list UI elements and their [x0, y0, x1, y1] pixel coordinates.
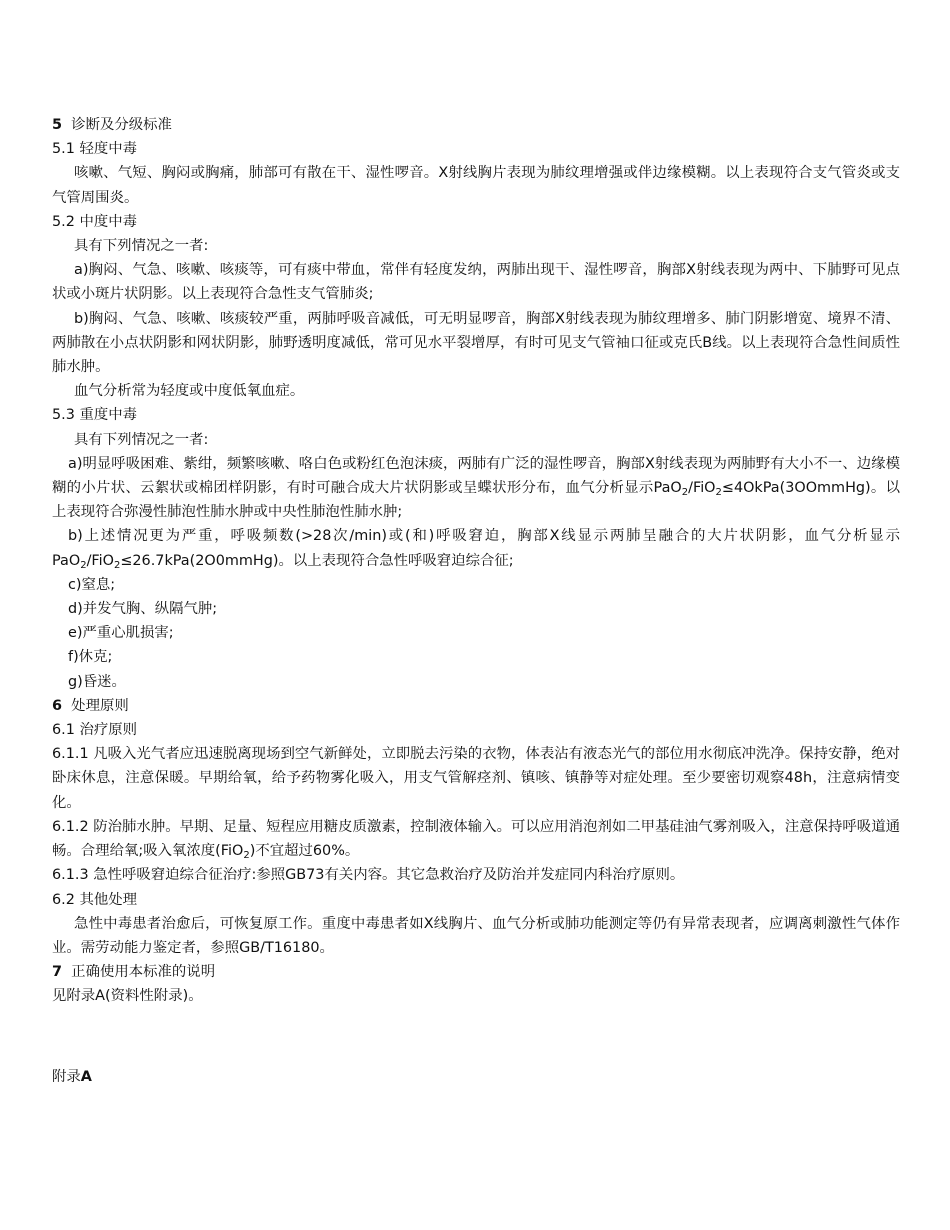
section-5-1-text: 咳嗽、气短、胸闷或胸痛，肺部可有散在干、湿性啰音。X射线胸片表现为肺纹理增强或伴边缘模糊。以上表现符合支气管炎或支气管周围炎。 [52, 165, 900, 206]
section-5-3-item-d: d)并发气胸、纵隔气肿; [68, 601, 218, 618]
section-7-text: 见附录A(资料性附录)。 [52, 988, 203, 1005]
section-6-2-heading: 6.2 其他处理 [52, 891, 138, 908]
section-number: 6 [52, 697, 63, 714]
section-5-2-item-a: a)胸闷、气急、咳嗽、咳痰等，可有痰中带血，常伴有轻度发纳，两肺出现干、湿性啰音，胸部X射线表现为两中、下肺野可见点状或小斑片状阴影。以上表现符合急性支气管肺炎; [52, 262, 900, 303]
section-5-3-item-f: f)休克; [68, 649, 113, 666]
section-5-3-heading: 5.3 重度中毒 [52, 407, 138, 424]
section-title: 正确使用本标准的说明 [71, 964, 216, 981]
item-a-text-cont: ≤4OkPa(3OOmmHg)。以上表现符合弥漫性肺泡性肺水肿或中央性肺泡性肺水肿; [52, 480, 900, 521]
section-title: 诊断及分级标准 [71, 117, 172, 133]
subscript: 2 [715, 487, 722, 499]
section-5-2-heading: 5.2 中度中毒 [52, 213, 138, 230]
section-number: 7 [52, 964, 63, 981]
appendix-heading [52, 1065, 92, 1089]
section-6-heading [52, 694, 900, 718]
section-5-3-item-a [52, 452, 900, 525]
section-5-3-item-c: c)窒息; [68, 576, 116, 593]
item-b-text-cont: ≤26.7kPa(2O0mmHg)。以上表现符合急性呼吸窘迫综合征; [120, 552, 514, 569]
section-6-1-2 [52, 815, 900, 863]
section-6-1-1: 6.1.1 凡吸入光气者应迅速脱离现场到空气新鲜处，立即脱去污染的衣物，体表沾有液态光气的部位用水彻底冲洗净。保持安静，绝对卧床休息，注意保暖。早期给氧，给予药物雾化吸入，用支气管解痉剂、镇咳、镇静等对症处理。至少要密切观察48h，注意病情变化。 [52, 746, 900, 811]
item-a-text: a)明显呼吸困难、紫绀，频繁咳嗽、咯白色或粉红色泡沫痰，两肺有广泛的湿性啰音，胸部X射线表现为两肺野有大小不一、边缘模糊的小片状、云絮状或棉团样阴影，有时可融合成大片状阴影或呈蝶状形分布，血气分析显示PaO [52, 455, 900, 497]
appendix-letter: A [80, 1069, 92, 1085]
item-b-text: b)上述情况更为严重，呼吸频数(>28次/min)或(和)呼吸窘迫，胸部X线显示两肺呈融合的大片状阴影，血气分析显示PaO [52, 528, 900, 569]
section-5-1-heading: 5.1 轻度中毒 [52, 141, 138, 158]
section-5-2-intro: 具有下列情况之一者: [74, 238, 209, 255]
section-6-1-2-text: 6.1.2 防治肺水肿。早期、足量、短程应用糖皮质激素，控制液体输入。可以应用消泡剂如二甲基硅油气雾剂吸入，注意保持呼吸道通畅。合理给氧;吸入氧浓度(FiO [52, 818, 900, 860]
section-5-3-item-e: e)严重心肌损害; [68, 625, 174, 642]
fio-label: /FiO [688, 480, 716, 497]
subscript: 2 [80, 559, 87, 571]
section-title: 处理原则 [71, 697, 129, 714]
section-7-heading [52, 960, 900, 984]
section-5-heading [52, 113, 900, 137]
section-number: 5 [52, 117, 63, 133]
fio-label: /FiO [86, 552, 114, 569]
section-6-1-heading: 6.1 治疗原则 [52, 722, 138, 739]
subscript: 2 [113, 559, 121, 571]
section-5-3-item-b [52, 524, 900, 572]
section-6-2-text: 急性中毒患者治愈后，可恢复原工作。重度中毒患者如X线胸片、血气分析或肺功能测定等仍有异常表现者，应调离刺激性气体作业。需劳动能力鉴定者，参照GB/T16180。 [52, 915, 900, 956]
section-6-1-2-text-cont: )不宜超过60%。 [249, 843, 360, 860]
section-5-2-item-b: b)胸闷、气急、咳嗽、咳痰较严重，两肺呼吸音减低，可无明显啰音，胸部X射线表现为肺纹理增多、肺门阴影增宽、境界不清、两肺散在小点状阴影和网状阴影，肺野透明度减低，常可见水平裂增厚，有时可见支气管袖口征或克氏B线。以上表现符合急性间质性肺水肿。 [52, 310, 900, 376]
section-5-2-blood-gas: 血气分析常为轻度或中度低氧血症。 [74, 383, 305, 400]
subscript: 2 [681, 487, 689, 499]
document-body [52, 113, 900, 1009]
section-5-3-intro: 具有下列情况之一者: [74, 431, 209, 448]
section-5-3-item-g: g)昏迷。 [68, 673, 126, 690]
subscript: 2 [243, 850, 250, 862]
section-6-1-3: 6.1.3 急性呼吸窘迫综合征治疗:参照GB73有关内容。其它急救治疗及防治并发症同内科治疗原则。 [52, 867, 685, 884]
appendix-label: 附录 [52, 1069, 81, 1085]
